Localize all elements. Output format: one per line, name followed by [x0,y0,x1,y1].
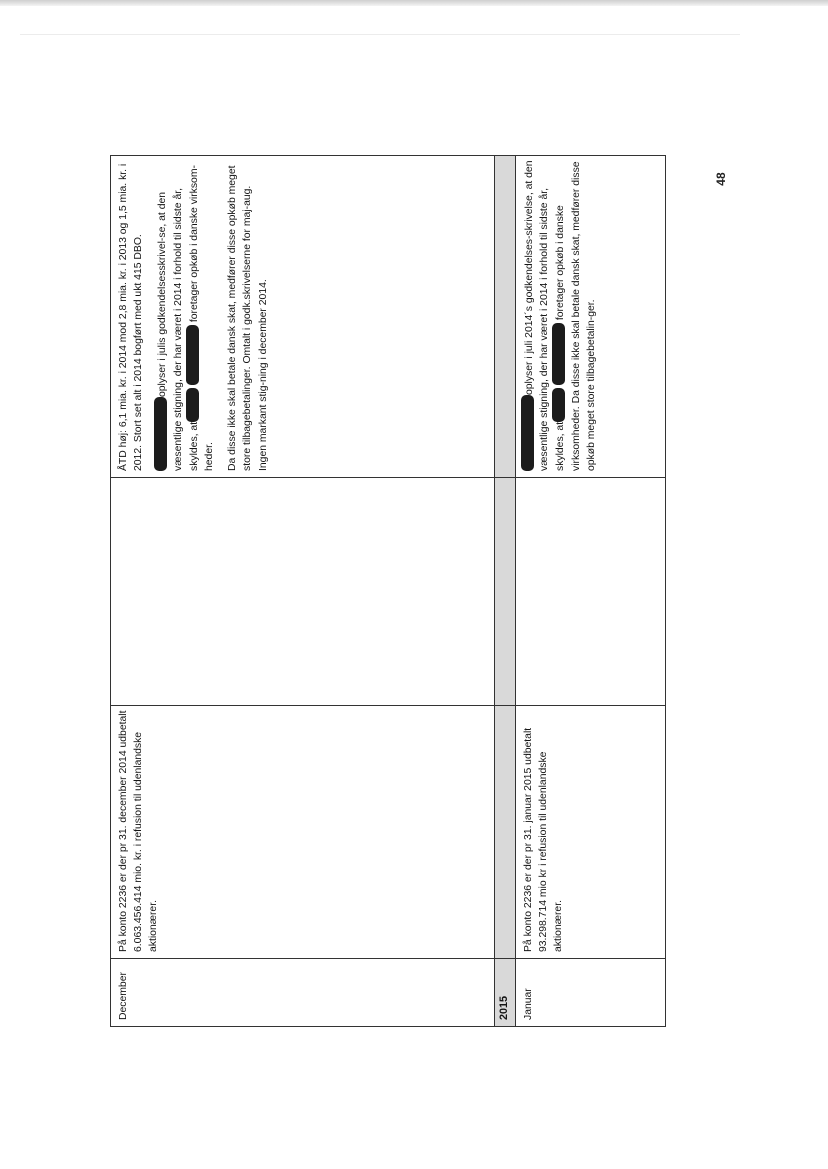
year-row [495,155,516,1027]
year-empty-cell [495,478,515,706]
notes-cell [516,155,665,478]
redaction-block [552,323,565,385]
notes-paragraph [521,160,599,471]
refund-table [110,155,666,1027]
scan-edge [0,0,828,6]
year-label: 2015 [498,995,510,1020]
empty-cell [516,478,665,706]
notes-paragraph [154,160,217,471]
notes-text: oplyser i juli 2014´s godkendelses-skrivelse, at den væsentlige stigning, der har været i 2014 i forhold til sidste år, skyldes, at [524,160,567,471]
month-cell [516,959,665,1027]
month-label: December [118,972,129,1020]
notes-paragraph: ÅTD høj: 6,1 mia. kr. i 2014 mod 2,8 mia. kr. i 2013 og 1,5 mia. kr. i 2012. Stort set alt i 2014 bogført med ukt 415 DBO. [118,163,145,471]
account-text: På konto 2236 er der pr 31. januar 2015 udbetalt 93.298.714 mio kr i refusion til udenlandske aktionærer. [523,727,565,952]
year-empty-cell [495,706,515,959]
notes-cell [111,155,494,478]
notes-text: foretager opkøb i danske virksomheder. Da disse ikke skal betale dansk skat, medfører disse opkøb meget store tilbagebetalin-ger. [555,161,597,471]
redaction-block [552,388,565,422]
page-number: 48 [714,172,728,186]
empty-cell [111,478,494,706]
rotated-table-frame [110,155,666,1027]
account-text: På konto 2236 er der pr 31. december 2014 udbetalt 6.063.456.414 mio. kr. i refusion til udenlandske aktionærer. [118,710,160,952]
table-row [110,155,495,1027]
account-cell [111,706,494,959]
table-row [516,155,666,1027]
notes-text: foretager opkøb i danske virksom-heder. [188,165,216,471]
month-label: Januar [523,988,534,1020]
redaction-block [186,388,199,422]
redaction-block [521,395,534,471]
redaction-block [186,325,199,385]
year-cell [495,959,515,1027]
notes-paragraph: Da disse ikke skal betale dansk skat, medfører disse opkøb meget store tilbagebetalinger. Omtalt i godk.skrivelserne for maj-aug. Ingen markant stig-ning i december 2014. [227,165,269,471]
year-empty-cell [495,155,515,478]
month-cell [111,959,494,1027]
redaction-block [154,397,167,471]
scan-artifact-line [20,34,740,35]
account-cell [516,706,665,959]
notes-text: oplyser i julis godkendelsesskrivel-se, at den væsentlige stigning, der har været i 2014 i forhold til sidste år, skyldes, at [157,187,200,471]
